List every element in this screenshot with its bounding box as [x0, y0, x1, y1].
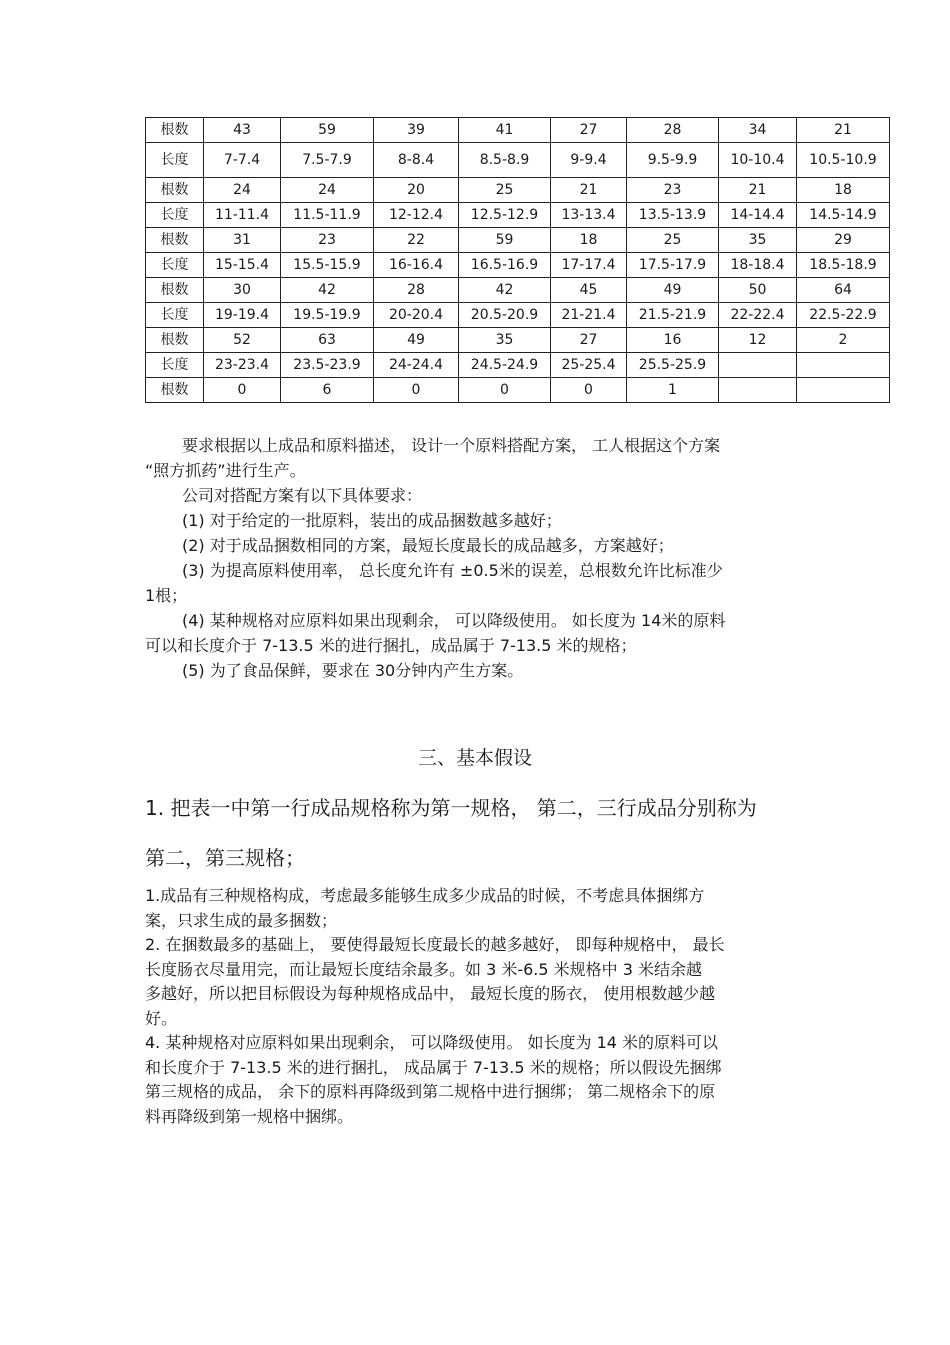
table-cell: 24.5-24.9: [459, 353, 551, 378]
table-cell: 2: [797, 328, 890, 353]
table-row: [146, 203, 890, 228]
assumption-1-line2: 案，只求生成的最多捆数；: [145, 910, 338, 930]
table-cell: 19-19.4: [204, 303, 281, 328]
table-cell: [719, 353, 797, 378]
table-cell: 35: [719, 228, 797, 253]
table-cell: 9-9.4: [551, 143, 627, 178]
table-cell: 23: [627, 178, 719, 203]
table-cell: 25: [459, 178, 551, 203]
table-cell: 23-23.4: [204, 353, 281, 378]
table-cell: 41: [459, 118, 551, 143]
assumption-2-line2: 长度肠衣尽量用完，而让最短长度结余最多。如 3 米-6.5 米规格中 3 米结余越: [145, 959, 703, 979]
table-cell: 22: [374, 228, 459, 253]
table-cell: 12-12.4: [374, 203, 459, 228]
table-cell: 34: [719, 118, 797, 143]
table-cell: 15-15.4: [204, 253, 281, 278]
table-cell: [797, 378, 890, 403]
table-cell: 28: [374, 278, 459, 303]
table-cell: 25-25.4: [551, 353, 627, 378]
table-cell: 21.5-21.9: [627, 303, 719, 328]
row-label-cell: 长度: [146, 253, 204, 278]
requirement-item-4-cont: 可以和长度介于 7-13.5 米的进行捆扎，成品属于 7-13.5 米的规格；: [145, 636, 637, 655]
table-cell: 18: [797, 178, 890, 203]
table-cell: 64: [797, 278, 890, 303]
table-cell: 16: [627, 328, 719, 353]
table-cell: 31: [204, 228, 281, 253]
assumption-4-line4: 料再降级到第一规格中捆绑。: [145, 1106, 354, 1126]
assumption-4-line1: 4. 某种规格对应原料如果出现剩余， 可以降级使用。 如长度为 14 米的原料可以: [145, 1033, 719, 1052]
table-row: [146, 303, 890, 328]
table-cell: 17-17.4: [551, 253, 627, 278]
row-label-cell: 长度: [146, 303, 204, 328]
table-cell: 24-24.4: [374, 353, 459, 378]
table-cell: 12.5-12.9: [459, 203, 551, 228]
table-row: [146, 228, 890, 253]
company-requirements-heading: 公司对搭配方案有以下具体要求：: [182, 486, 423, 505]
requirement-item-1: (1) 对于给定的一批原料，装出的成品捆数越多越好；: [182, 511, 562, 530]
row-label-cell: 根数: [146, 328, 204, 353]
row-label-cell: 长度: [146, 143, 204, 178]
table-cell: 20: [374, 178, 459, 203]
requirement-item-5: (5) 为了食品保鲜，要求在 30分钟内产生方案。: [182, 661, 524, 680]
table-cell: 8-8.4: [374, 143, 459, 178]
table-cell: 1: [627, 378, 719, 403]
table-cell: [719, 378, 797, 403]
table-cell: 11.5-11.9: [281, 203, 374, 228]
table-cell: 10-10.4: [719, 143, 797, 178]
table-cell: 21-21.4: [551, 303, 627, 328]
row-label-cell: 根数: [146, 118, 204, 143]
table-cell: 30: [204, 278, 281, 303]
table-cell: 13.5-13.9: [627, 203, 719, 228]
row-label-cell: 根数: [146, 228, 204, 253]
table-cell: 24: [281, 178, 374, 203]
table-row: [146, 353, 890, 378]
table-cell: 22-22.4: [719, 303, 797, 328]
assumption-heading-line1: 1. 把表一中第一行成品规格称为第一规格， 第二，三行成品分别称为: [145, 796, 757, 820]
row-label-cell: 根数: [146, 178, 204, 203]
table-row: [146, 278, 890, 303]
table-row: [146, 118, 890, 143]
assumption-2-line1: 2. 在捆数最多的基础上， 要使得最短长度最长的越多越好， 即每种规格中， 最长: [145, 935, 725, 954]
requirement-item-3: (3) 为提高原料使用率， 总长度允许有 ±0.5米的误差，总根数允许比标准少: [182, 561, 723, 580]
table-cell: 16-16.4: [374, 253, 459, 278]
table-cell: 35: [459, 328, 551, 353]
table-cell: 14.5-14.9: [797, 203, 890, 228]
table-cell: 19.5-19.9: [281, 303, 374, 328]
assumption-4-line3: 第三规格的成品， 余下的原料再降级到第二规格中进行捆绑； 第二规格余下的原: [145, 1082, 716, 1101]
table-cell: 7.5-7.9: [281, 143, 374, 178]
assumption-2-line3: 多越好，所以把目标假设为每种规格成品中， 最短长度的肠衣， 使用根数越少越: [145, 984, 716, 1003]
table-cell: 13-13.4: [551, 203, 627, 228]
row-label-cell: 根数: [146, 378, 204, 403]
table-row: [146, 253, 890, 278]
table-row: [146, 378, 890, 403]
table-cell: 24: [204, 178, 281, 203]
table-cell: 49: [374, 328, 459, 353]
table-cell: 27: [551, 328, 627, 353]
row-label-cell: 长度: [146, 203, 204, 228]
table-cell: 7-7.4: [204, 143, 281, 178]
table-cell: 15.5-15.9: [281, 253, 374, 278]
table-cell: 0: [374, 378, 459, 403]
table-cell: [797, 353, 890, 378]
table-cell: 43: [204, 118, 281, 143]
table-row: [146, 143, 890, 178]
table-cell: 59: [459, 228, 551, 253]
table-cell: 25.5-25.9: [627, 353, 719, 378]
table-row: [146, 178, 890, 203]
table-cell: 45: [551, 278, 627, 303]
requirement-item-3-cont: 1根；: [145, 586, 188, 605]
assumption-1-line1: 1.成品有三种规格构成，考虑最多能够生成多少成品的时候，不考虑具体捆绑方: [145, 886, 705, 905]
table-cell: 28: [627, 118, 719, 143]
table-cell: 25: [627, 228, 719, 253]
requirement-item-2: (2) 对于成品捆数相同的方案，最短长度最长的成品越多，方案越好；: [182, 536, 674, 555]
table-cell: 18: [551, 228, 627, 253]
requirement-item-4: (4) 某种规格对应原料如果出现剩余， 可以降级使用。 如长度为 14米的原料: [182, 611, 726, 630]
table-cell: 52: [204, 328, 281, 353]
table-body: [146, 118, 890, 403]
table-cell: 50: [719, 278, 797, 303]
requirements-section: [145, 433, 805, 683]
table-cell: 59: [281, 118, 374, 143]
specification-table: [145, 117, 890, 403]
table-cell: 21: [719, 178, 797, 203]
table-cell: 0: [204, 378, 281, 403]
table-cell: 18.5-18.9: [797, 253, 890, 278]
table-cell: 49: [627, 278, 719, 303]
requirements-intro-line1: 要求根据以上成品和原料描述， 设计一个原料搭配方案， 工人根据这个方案: [182, 436, 721, 455]
table-cell: 0: [551, 378, 627, 403]
table-cell: 16.5-16.9: [459, 253, 551, 278]
requirements-intro-line2: “照方抓药”进行生产。: [145, 461, 306, 480]
table-cell: 11-11.4: [204, 203, 281, 228]
table-cell: 20-20.4: [374, 303, 459, 328]
table-cell: 10.5-10.9: [797, 143, 890, 178]
table-cell: 6: [281, 378, 374, 403]
table-cell: 23.5-23.9: [281, 353, 374, 378]
table-cell: 39: [374, 118, 459, 143]
row-label-cell: 根数: [146, 278, 204, 303]
table-cell: 22.5-22.9: [797, 303, 890, 328]
table-cell: 21: [797, 118, 890, 143]
table-cell: 12: [719, 328, 797, 353]
table-cell: 42: [459, 278, 551, 303]
table-cell: 21: [551, 178, 627, 203]
table-cell: 14-14.4: [719, 203, 797, 228]
row-label-cell: 长度: [146, 353, 204, 378]
table-cell: 8.5-8.9: [459, 143, 551, 178]
assumption-heading-line2: 第二，第三规格；: [145, 846, 305, 870]
table-cell: 29: [797, 228, 890, 253]
section-title: 三、基本假设: [417, 747, 532, 769]
table-cell: 23: [281, 228, 374, 253]
table-cell: 63: [281, 328, 374, 353]
assumption-4-line2: 和长度介于 7-13.5 米的进行捆扎， 成品属于 7-13.5 米的规格；所以假设先捆绑: [145, 1057, 722, 1077]
assumption-2-line4: 好。: [145, 1008, 178, 1028]
table-row: [146, 328, 890, 353]
table-cell: 27: [551, 118, 627, 143]
table-cell: 42: [281, 278, 374, 303]
table-cell: 17.5-17.9: [627, 253, 719, 278]
table-cell: 18-18.4: [719, 253, 797, 278]
table-cell: 9.5-9.9: [627, 143, 719, 178]
table-cell: 0: [459, 378, 551, 403]
table-cell: 20.5-20.9: [459, 303, 551, 328]
assumptions-list: [145, 884, 810, 1129]
